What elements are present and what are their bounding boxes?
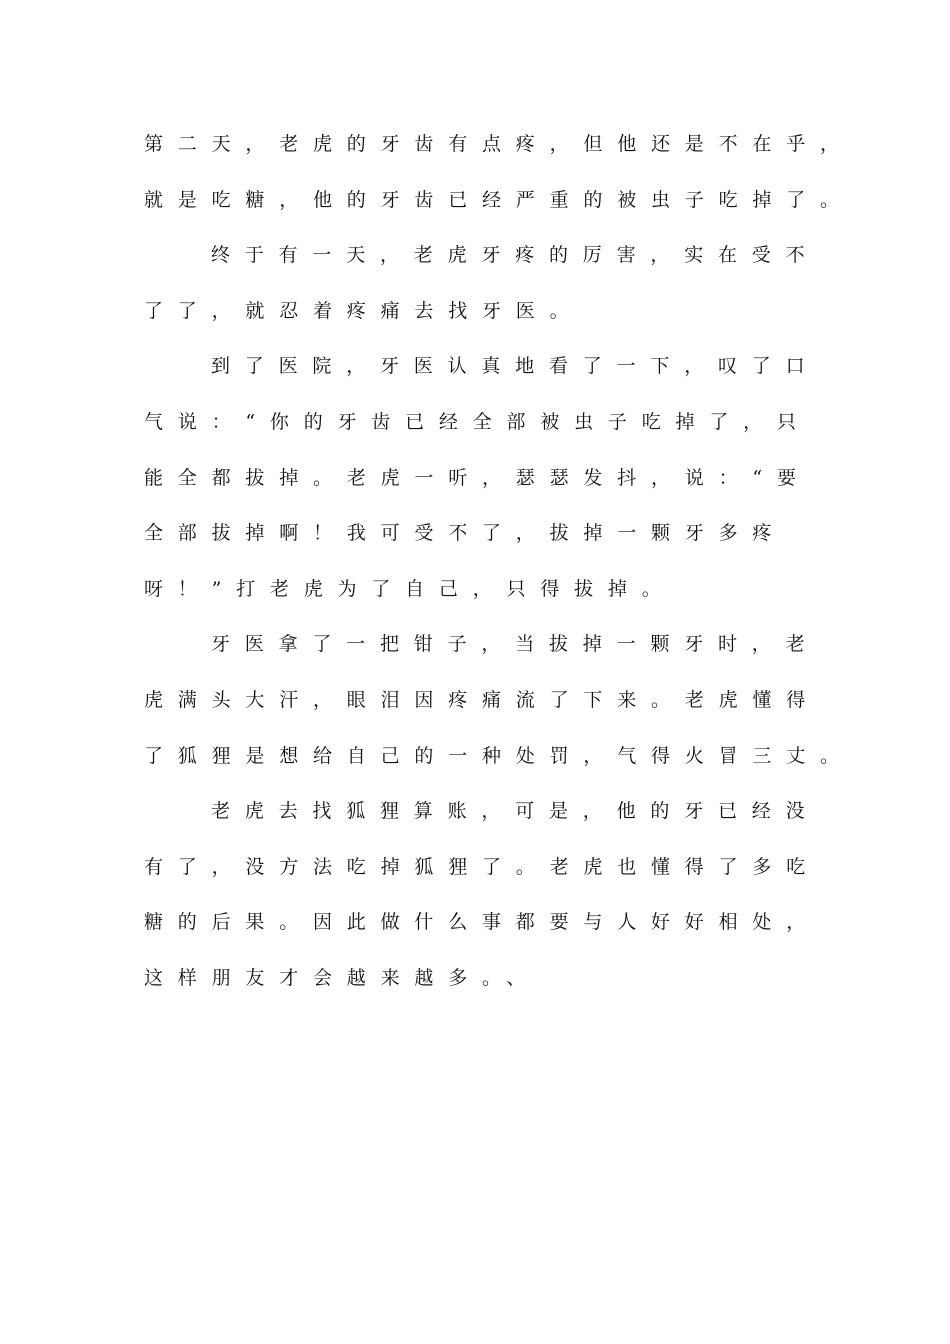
text-line: 呀！”打老虎为了自己，只得拔掉。: [144, 577, 676, 600]
story-text-block: [144, 120, 854, 1010]
text-line: 了了，就忍着疼痛去找牙医。: [144, 299, 584, 322]
text-line: 能全都拔掉。老虎一听，瑟瑟发抖，说：“要: [144, 466, 811, 489]
paragraph-first-line: 终于有一天，老虎牙疼的厉害，实在受不: [211, 244, 820, 267]
text-line: 就是吃糖，他的牙齿已经严重的被虫子吃掉了。: [144, 188, 854, 211]
text-line: 气说：“你的牙齿已经全部被虫子吃掉了，只: [144, 410, 811, 433]
text-line: 了狐狸是想给自己的一种处罚，气得火冒三丈。: [144, 744, 854, 767]
paragraph-first-line: 老虎去找狐狸算账，可是，他的牙已经没: [211, 800, 820, 823]
paragraph-first-line: 到了医院，牙医认真地看了一下，叹了口: [211, 355, 820, 378]
text-line: 这样朋友才会越来越多。、: [144, 966, 541, 989]
paragraph-first-line: 牙医拿了一把钳子，当拔掉一颗牙时，老: [211, 633, 820, 656]
text-line: 虎满头大汗，眼泪因疼痛流了下来。老虎懂得: [144, 688, 821, 711]
text-line: 全部拔掉啊！我可受不了，拔掉一颗牙多疼: [144, 522, 787, 545]
text-line: 糖的后果。因此做什么事都要与人好好相处，: [144, 911, 821, 934]
text-line: 有了，没方法吃掉狐狸了。老虎也懂得了多吃: [144, 855, 821, 878]
text-line: 第二天，老虎的牙齿有点疼，但他还是不在乎，: [144, 133, 854, 155]
